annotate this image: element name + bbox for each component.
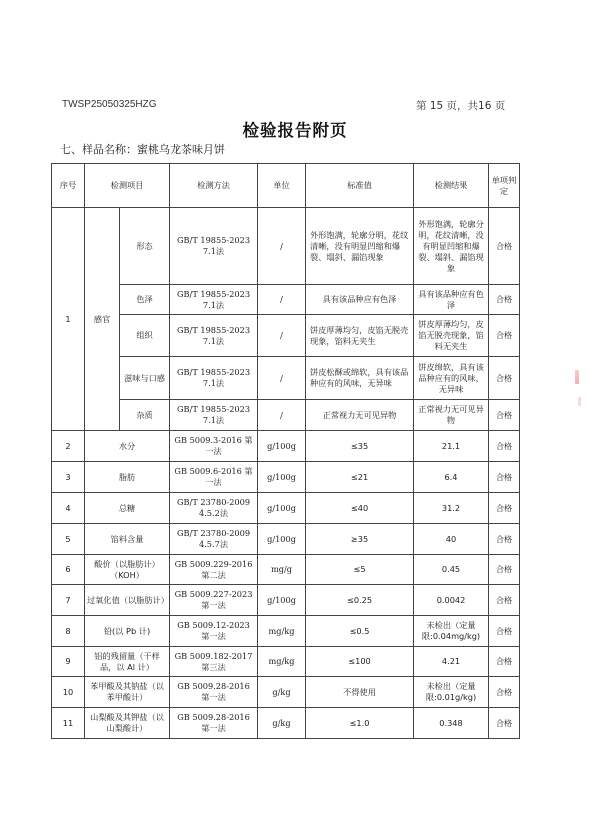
row-unit: g/100g [258,493,306,524]
row-no: 9 [52,647,85,677]
row-unit: mg/g [258,555,306,585]
row-unit: mg/kg [258,647,306,677]
table-row [52,647,520,677]
row-no: 3 [52,462,85,493]
table-header [52,164,520,208]
row-method: GB/T 19855-2023 7.1法 [170,208,258,285]
row-result: 未检出（定量限:0.01g/kg) [414,677,489,708]
row-unit: g/100g [258,585,306,616]
col-header-method: 检测方法 [170,164,258,208]
row-method: GB 5009.229-2016 第二法 [170,555,258,585]
row-result: 0.348 [414,708,489,739]
row-standard: ≤5 [306,555,414,585]
row-standard: 不得使用 [306,677,414,708]
row-verdict: 合格 [489,708,520,739]
col-header-standard: 标准值 [306,164,414,208]
row-unit: / [258,285,306,315]
row-verdict: 合格 [489,555,520,585]
page-number: 第 15 页，共16 页 [416,100,506,112]
row-method: GB/T 23780-2009 4.5.2法 [170,493,258,524]
row-standard: ≤35 [306,431,414,462]
row-standard: 具有该品种应有色泽 [306,285,414,315]
col-header-item: 检测项目 [85,164,170,208]
row-standard: 正常视力无可见异物 [306,400,414,431]
seal-edge-mark [575,370,579,384]
row-verdict: 合格 [489,357,520,400]
report-number: TWSP25050325HZG [62,99,157,110]
row-unit: g/100g [258,524,306,555]
row-no: 7 [52,585,85,616]
row-unit: / [258,357,306,400]
seal-edge-mark [578,397,581,406]
row-result: 6.4 [414,462,489,493]
table-row [52,555,520,585]
row-item: 过氧化值（以脂肪计） [85,585,170,616]
row-result: 正常视力无可见异物 [414,400,489,431]
row-verdict: 合格 [489,285,520,315]
row-method: GB/T 19855-2023 7.1法 [170,400,258,431]
row-verdict: 合格 [489,585,520,616]
row-method: GB/T 19855-2023 7.1法 [170,357,258,400]
row-method: GB 5009.28-2016 第一法 [170,708,258,739]
row-result: 31.2 [414,493,489,524]
row-verdict: 合格 [489,400,520,431]
row-unit: g/100g [258,462,306,493]
row-verdict: 合格 [489,462,520,493]
row-no: 11 [52,708,85,739]
table-row [52,524,520,555]
row-standard: ≤0.25 [306,585,414,616]
row-unit: / [258,208,306,285]
row-unit: mg/kg [258,616,306,647]
row-method: GB 5009.227-2023 第一法 [170,585,258,616]
row-method: GB/T 23780-2009 4.5.7法 [170,524,258,555]
row-verdict: 合格 [489,208,520,285]
row-item: 形态 [120,208,170,285]
row-item: 色泽 [120,285,170,315]
row-item: 铝的残留量（干样品，以 Al 计） [85,647,170,677]
col-header-no: 序号 [52,164,85,208]
table-row [52,616,520,647]
row-item: 山梨酸及其钾盐（以山梨酸计） [85,708,170,739]
row-result: 具有该品种应有色泽 [414,285,489,315]
table-row [52,285,520,315]
row-method: GB/T 19855-2023 7.1法 [170,315,258,357]
row-method: GB 5009.182-2017 第三法 [170,647,258,677]
col-header-unit: 单位 [258,164,306,208]
row-verdict: 合格 [489,524,520,555]
row-item: 脂肪 [85,462,170,493]
row-result: 4.21 [414,647,489,677]
row-item: 铅(以 Pb 计) [85,616,170,647]
row-method: GB 5009.3-2016 第一法 [170,431,258,462]
row-item: 苯甲酸及其钠盐（以苯甲酸计） [85,677,170,708]
row-unit: / [258,315,306,357]
row-standard: ≤100 [306,647,414,677]
row-item: 杂质 [120,400,170,431]
row-item: 滋味与口感 [120,357,170,400]
page-title: 检验报告附页 [242,121,348,140]
table-row [52,462,520,493]
row-unit: g/kg [258,677,306,708]
row-standard: 外形饱满，轮廓分明，花纹清晰，没有明显凹缩和爆裂、塌斜、漏馅现象 [306,208,414,285]
row-standard: ≤0.5 [306,616,414,647]
col-header-verdict: 单项判定 [489,164,520,208]
row-result: 饼皮厚薄均匀，皮馅无脱壳现象，馅料无夹生 [414,315,489,357]
row-result: 外形饱满，轮廓分明，花纹清晰，没有明显凹缩和爆裂、塌斜、漏馅现象 [414,208,489,285]
row-verdict: 合格 [489,677,520,708]
row-verdict: 合格 [489,315,520,357]
row-result: 未检出（定量限:0.04mg/kg) [414,616,489,647]
row-no: 8 [52,616,85,647]
table-row [52,400,520,431]
inspection-table [51,163,520,739]
sample-name: 七、样品名称：蜜桃乌龙茶味月饼 [60,143,225,156]
row-standard: 饼皮厚薄均匀，皮馅无脱壳现象，馅料无夹生 [306,315,414,357]
row-item: 总糖 [85,493,170,524]
table-row [52,585,520,616]
row-item: 水分 [85,431,170,462]
row-no: 10 [52,677,85,708]
row-result: 0.45 [414,555,489,585]
table-row [52,315,520,357]
row-verdict: 合格 [489,616,520,647]
row-result: 21.1 [414,431,489,462]
row-result: 0.0042 [414,585,489,616]
row-no: 6 [52,555,85,585]
row-standard: ≤1.0 [306,708,414,739]
row-standard: ≤40 [306,493,414,524]
row-result: 40 [414,524,489,555]
row-standard: ≥35 [306,524,414,555]
row-standard: 饼皮松酥或绵软，具有该品种应有的风味，无异味 [306,357,414,400]
row-unit: g/100g [258,431,306,462]
row-item: 酸价（以脂肪计）（KOH） [85,555,170,585]
row-method: GB 5009.12-2023 第一法 [170,616,258,647]
table-row [52,208,520,285]
table-row [52,677,520,708]
row-no: 2 [52,431,85,462]
row-method: GB 5009.6-2016 第一法 [170,462,258,493]
row-no: 4 [52,493,85,524]
table-row [52,357,520,400]
row-item: 馅料含量 [85,524,170,555]
row-verdict: 合格 [489,647,520,677]
table-row [52,493,520,524]
row-method: GB/T 19855-2023 7.1法 [170,285,258,315]
row-result: 饼皮绵软，具有该品种应有的风味，无异味 [414,357,489,400]
row-standard: ≤21 [306,462,414,493]
table-row [52,708,520,739]
row-unit: / [258,400,306,431]
row-item: 组织 [120,315,170,357]
col-header-result: 检测结果 [414,164,489,208]
row-no: 1 [52,208,85,431]
row-verdict: 合格 [489,431,520,462]
sensory-group: 感官 [85,208,120,431]
row-no: 5 [52,524,85,555]
row-verdict: 合格 [489,493,520,524]
table-row [52,431,520,462]
row-method: GB 5009.28-2016 第一法 [170,677,258,708]
row-unit: g/kg [258,708,306,739]
